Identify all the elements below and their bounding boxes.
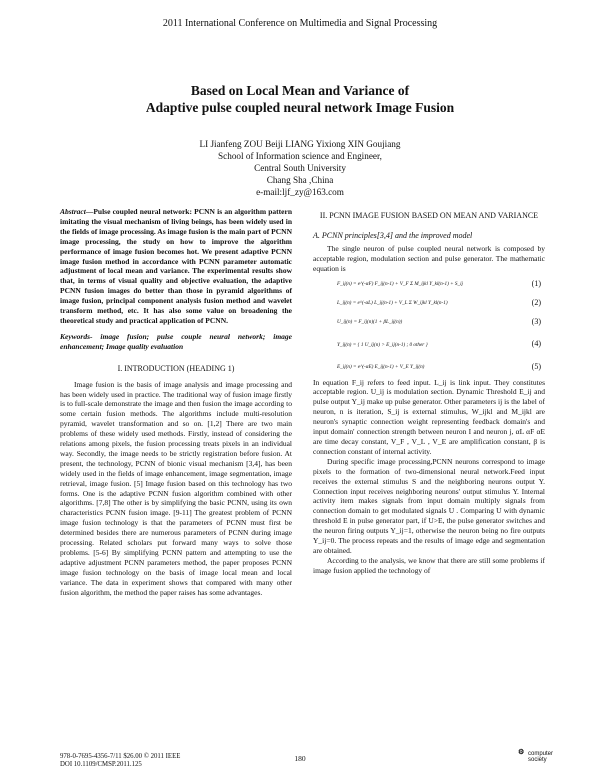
paper-title	[0, 82, 600, 116]
abstract	[60, 207, 292, 326]
equation-5-number: (5)	[531, 361, 541, 371]
equation-5-formula: E_ij(n) = e^(-αE) E_ij(n-1) + V_E Y_ij(n)	[337, 363, 425, 370]
equation-1-formula: F_ij(n) = e^(-αF) F_ij(n-1) + V_F Σ M_ijkl Y_kl(n-1) + S_ij	[337, 280, 463, 287]
left-column	[60, 207, 292, 598]
university: Central South University	[254, 163, 346, 173]
equation-4-number: (4)	[531, 338, 541, 348]
keywords-label: Keywords-	[60, 331, 93, 341]
logo-text: computer society	[528, 751, 554, 763]
equation-2-number: (2)	[531, 297, 541, 307]
section2-heading: II. PCNN IMAGE FUSION BASED ON MEAN AND VARIANCE	[319, 211, 539, 220]
title-line-1: Based on Local Mean and Variance of	[190, 83, 410, 98]
city: Chang Sha ,China	[266, 175, 334, 185]
logo-mark-icon: ⚙	[518, 748, 525, 756]
equation-3-formula: U_ij(n) = F_ij(n)(1 + βL_ij(n))	[337, 318, 403, 325]
abstract-text: Pulse coupled neural network: PCNN is an algorithm pattern imitating the visual mechanism of living beings, has been widely used in the fields of image processing. As image fusion is the main part of PCNN image processing, the study on how to improve the algorithm performance of image fusion becomes hot. We present adaptive PCNN image fusion method in accordance with PCNN parameter automatic adjustment of local mean and variance. The experimental results show that, in terms of visual quality and objective evaluation, the adaptive PCNN fusion images do better than those in pyramid algorithms of image fusion, principal component analysis fusion method and wavelet transform method, etc. It has also some value on broadening the theoretical study and practical application of PCNN.	[60, 207, 292, 325]
equation-3	[313, 314, 545, 331]
author-block	[0, 138, 600, 198]
equation-5	[313, 359, 545, 376]
section2-paragraph-3: During specific image processing,PCNN neurons correspond to image pixels to the formation of two-dimensional neural network.Feed input receives the external stimulus S and the neighboring neurons output Y. Connection input receives neighboring neurons' output stimulus Y. Internal activity item makes signals from input domain multiply signals from connection domain to get modulated signals U . Comparing U with dynamic threshold E in pulse generator part, if U>E, the pulse generator switches and the neuron firing outputs Y_ij=1, otherwise the neuron being no fire outputs Y_ij=0. The process repeats and the results of image edge and segmentation are obtained.	[313, 456, 545, 555]
equation-1	[313, 276, 545, 293]
doi-line: DOI 10.1109/CMSP.2011.125	[60, 761, 142, 768]
affiliation: School of Information science and Engineer,	[218, 151, 382, 161]
equation-2-formula: L_ij(n) = e^(-αL) L_ij(n-1) + V_L Σ W_ijkl Y_kl(n-1)	[337, 299, 448, 306]
keywords-text: image fusion; pulse couple neural network; image enhancement; Image quality evaluation	[60, 331, 292, 351]
section2-subheading: A. PCNN principles[3,4] and the improved model	[313, 230, 473, 240]
equation-1-number: (1)	[531, 278, 541, 288]
equation-3-number: (3)	[531, 316, 541, 326]
equation-2	[313, 295, 545, 312]
section2-paragraph-1: The single neuron of pulse coupled neural network is composed by acceptable region, modulation section and pulse generator. The mathematic equation is	[313, 243, 545, 273]
computer-society-logo	[518, 748, 564, 768]
intro-paragraph: Image fusion is the basis of image analysis and image processing and has been widely used in practice. The traditional way of fusion image firstly is to full-scale demonstrate the image and then fusion the image according to some certain fusion methods. The algorithms include multi-resolution pyramid, wavelet transformation and so on. [1,2] There are two main problems of these widely used methods. Firstly, instead of considering the relations among pixels, the fusion processing treats pixels in an individual way. Secondly, the image needs to be strictly registration before fusion. At present, the technology, PCNN of bionic visual mechanism [3,4], has been widely used in the fields of image enhancement, image segmentation, image retrieval, image fusion. [5] Image fusion based on this technology has two forms. One is the adaptive PCNN fusion algorithm combined with other algorithms. [7,8] The other is by simplifying the basic PCNN, using its own characteristics PCNN fusion image. [9-11] The greatest problem of PCNN image fusion technology is that the parameters of PCNN must first be determined besides there are numerous parameters of PCNN during image processing. Related scholars put forward many ways to solve those problems. [5-6] By simplifying PCNN pattern and attempting to use the adaptive adjustment PCNN parameters method, the paper proposes PCNN image fusion technology on the basis of image local mean and local variance. The data in experiment shows that compared with many other fusion algorithm, the method the paper raises has some advantages.	[60, 379, 292, 597]
title-line-2: Adaptive pulse coupled neural network Image Fusion	[145, 100, 455, 115]
section2-paragraph-2: In equation F_ij refers to feed input. L_ij is link input. They constitutes acceptable region. U_ij is modulation section. Dynamic Threshold E_ij and pulse output Y_ij make up pulse generator. Other parameters ij is the label of neuron, n is iteration, S_ij is external stimulus, W_ijkl and M_ijkl are neuron's synaptic connection weight representing feedback domain's and input domain' connection strength between neuron I and neuron j, αL αF αE are time decay constant, V_F , V_L , V_E are amplification constant, β is connection constant of internal activity.	[313, 377, 545, 456]
conference-header: 2011 International Conference on Multimedia and Signal Processing	[162, 18, 438, 29]
right-column	[313, 211, 545, 576]
abstract-label: Abstract—	[60, 207, 94, 216]
isbn-line: 978-0-7695-4356-7/11 $26.00 © 2011 IEEE	[60, 753, 181, 760]
keywords	[60, 332, 292, 352]
intro-heading: I. INTRODUCTION (HEADING 1)	[117, 363, 235, 373]
author-names: LI Jianfeng ZOU Beiji LIANG Yixiong XIN Goujiang	[199, 139, 401, 149]
page-number: 180	[294, 754, 306, 763]
equation-4	[313, 333, 545, 357]
equation-4-formula: Y_ij(n) = { 1 U_ij(n) > E_ij(n-1) ; 0 other }	[337, 341, 428, 348]
email: e-mail:ljf_zy@163.com	[256, 187, 344, 197]
section2-paragraph-4: According to the analysis, we know that there are still some problems if image fusion applied the technology of	[313, 555, 545, 575]
